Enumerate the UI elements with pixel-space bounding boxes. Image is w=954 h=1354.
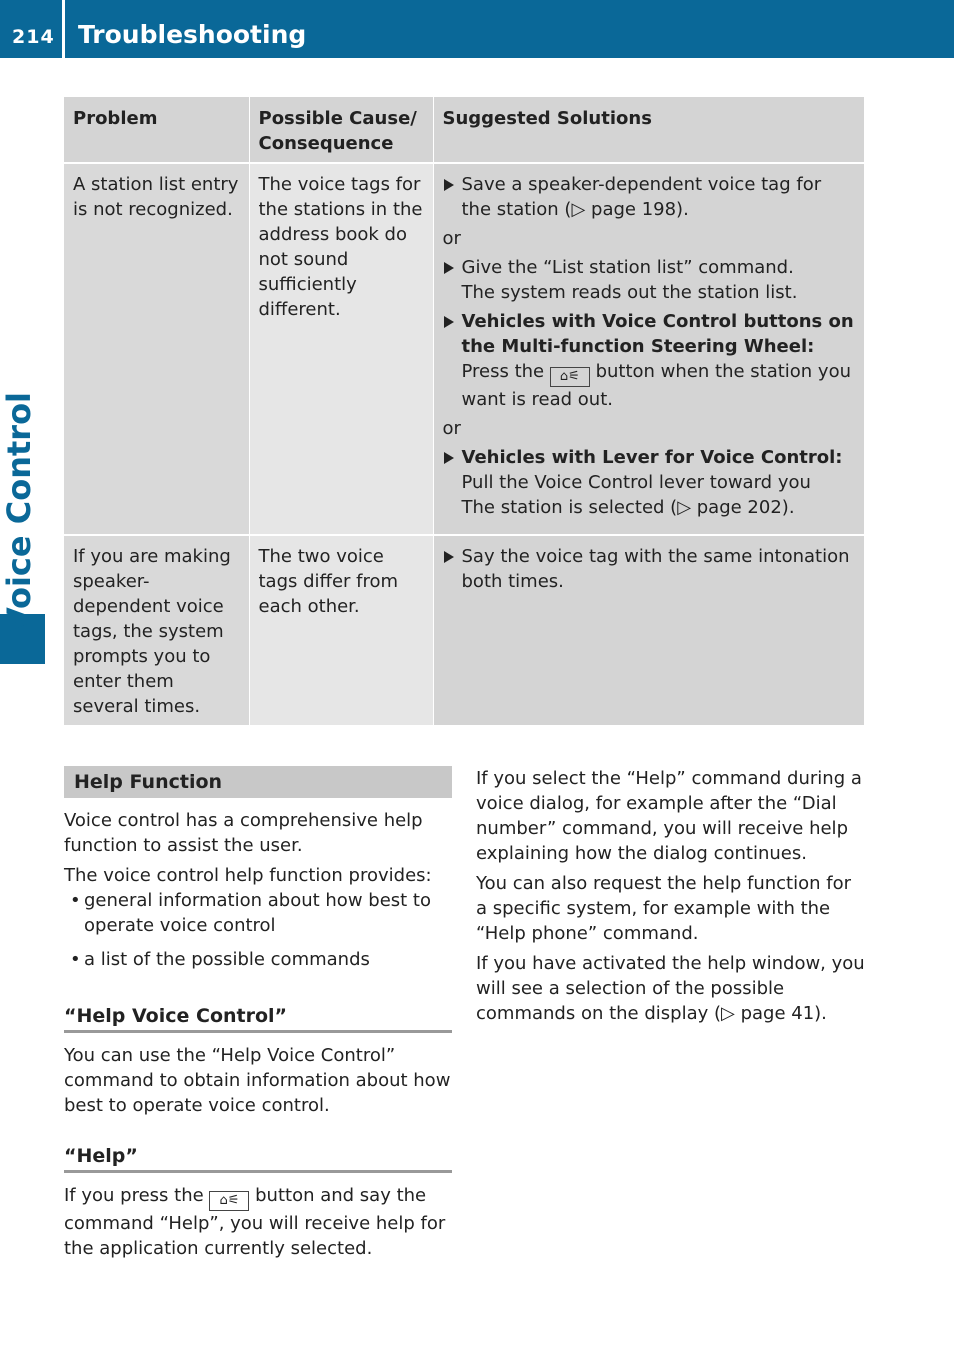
problem-cell: A station list entry is not recognized. — [64, 163, 249, 535]
section-title: Troubleshooting — [78, 20, 307, 49]
or-separator: or — [442, 418, 461, 439]
help-dialog-paragraph: If you select the “Help” command during a voice dialog, for example after the “Dial number” command, you will receive help explaining how the dialog continues. — [476, 768, 862, 864]
help-function-heading: Help Function — [64, 766, 452, 798]
solution-step: Vehicles with Voice Control buttons on the Multi-function Steering Wheel: Press the ⌂⚟ button when the station you want is read out. — [443, 309, 856, 412]
cause-cell: The two voice tags differ from each other. — [249, 535, 433, 725]
solutions-cell — [433, 163, 864, 535]
or-separator: or — [442, 228, 461, 249]
header-divider — [62, 0, 65, 58]
help-provides: The voice control help function provides: — [64, 865, 432, 886]
step-emphasis: Vehicles with Lever for Voice Control: — [461, 447, 843, 468]
column-header-solutions: Suggested Solutions — [433, 97, 864, 163]
side-tab-label: Voice Control — [0, 391, 38, 633]
table-row — [64, 535, 864, 725]
solutions-cell — [433, 535, 864, 725]
left-column — [64, 766, 452, 1261]
list-item: • a list of the possible commands — [64, 947, 452, 972]
help-window-paragraph: If you have activated the help window, you will see a selection of the possible commands on the display (▷ page 41). — [476, 953, 865, 1024]
help-voice-control-heading: “Help Voice Control” — [64, 1004, 452, 1033]
voice-control-button-icon: ⌂⚟ — [209, 1191, 249, 1211]
column-header-cause: Possible Cause/ Consequence — [249, 97, 433, 163]
solution-step: Save a speaker-dependent voice tag for the station (▷ page 198). — [443, 172, 856, 222]
solution-step: Say the voice tag with the same intonation both times. — [443, 544, 856, 594]
troubleshooting-table — [64, 97, 864, 725]
solution-step: Vehicles with Lever for Voice Control: Pull the Voice Control lever toward you The station is selected (▷ page 202). — [443, 445, 856, 520]
help-text: If you press the ⌂⚟ button and say the command “Help”, you will receive help for the application currently selected. — [64, 1185, 446, 1259]
help-system-paragraph: You can also request the help function for a specific system, for example with the “Help phone” command. — [476, 873, 851, 944]
solution-step: Give the “List station list” command. The system reads out the station list. — [443, 255, 856, 305]
list-item: • general information about how best to operate voice control — [64, 888, 452, 938]
table-header-row — [64, 97, 864, 163]
help-intro: Voice control has a comprehensive help function to assist the user. — [64, 810, 423, 856]
column-header-problem: Problem — [64, 97, 249, 163]
help-heading: “Help” — [64, 1144, 452, 1173]
page-number: 214 — [12, 26, 55, 48]
page-header — [0, 0, 954, 58]
table-row — [64, 163, 864, 535]
right-column — [476, 766, 866, 1026]
step-emphasis: Vehicles with Voice Control buttons on the Multi-function Steering Wheel: — [461, 311, 854, 357]
voice-control-button-icon: ⌂⚟ — [550, 367, 590, 387]
help-voice-control-text: You can use the “Help Voice Control” command to obtain information about how best to operate voice control. — [64, 1045, 451, 1116]
problem-cell: If you are making speaker-dependent voice tags, the system prompts you to enter them several times. — [64, 535, 249, 725]
cause-cell: The voice tags for the stations in the address book do not sound sufficiently different. — [249, 163, 433, 535]
help-bullet-list — [64, 888, 452, 972]
